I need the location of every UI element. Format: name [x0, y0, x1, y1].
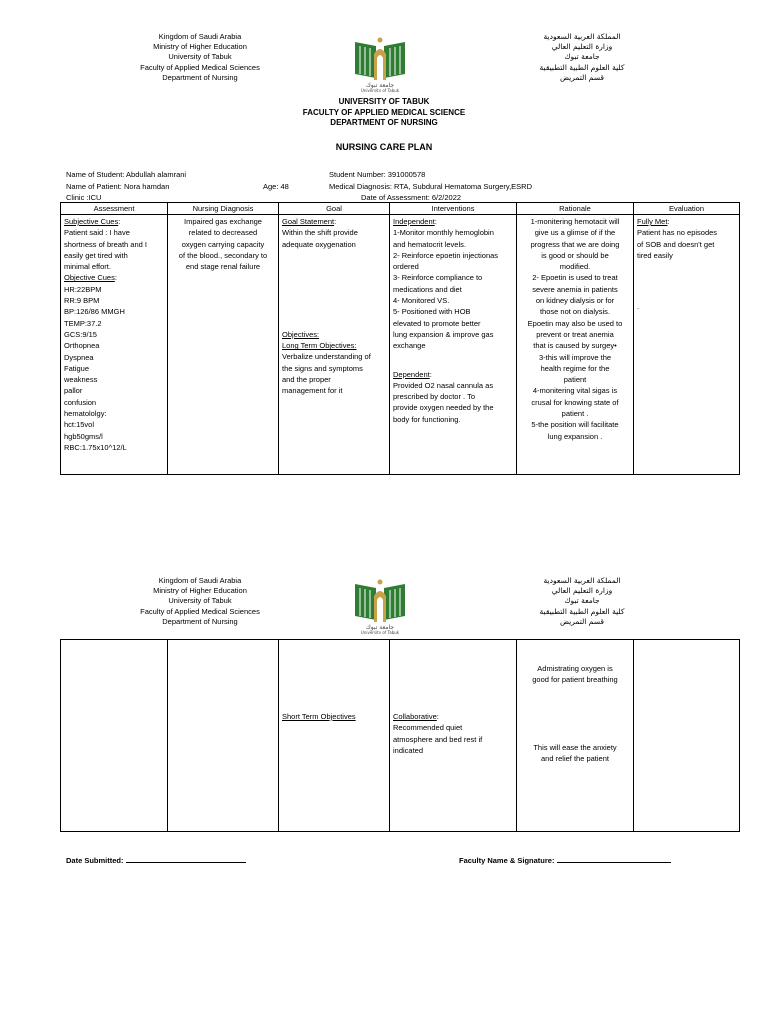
patient-age: Age: 48: [263, 182, 289, 191]
independent-item: lung expansion & improve gas: [393, 329, 494, 339]
faculty-signature-label: Faculty Name & Signature:: [459, 856, 555, 865]
logo-english-text: University of Tabuk: [360, 630, 400, 634]
header-left-line: Faculty of Applied Medical Sciences: [140, 606, 260, 616]
rationale-line: on kidney dialysis or for: [535, 296, 615, 306]
rationale-line: 3-this will improve the: [538, 352, 612, 362]
header-left-line: Department of Nursing: [162, 72, 238, 82]
evaluation-cell: Fully Met: Patient has no episodes of SOB and doesn't get tired easily .: [634, 215, 740, 475]
independent-item: ordered: [393, 262, 419, 272]
faculty-name: FACULTY OF APPLIED MEDICAL SCIENCE: [302, 107, 466, 117]
diagnosis-line: related to decreased: [188, 228, 258, 238]
header-left-line: Ministry of Higher Education: [153, 586, 247, 596]
rationale-line: health regime for the: [540, 363, 610, 373]
objectives-label: Objectives:: [282, 329, 320, 339]
diagnosis-line: end stage renal failure: [185, 262, 261, 272]
objective-item: BP:126/86 MMGH: [64, 307, 125, 317]
rationale-line: crusal for knowing state of: [531, 397, 619, 407]
diagnosis-line: oxygen carrying capacity: [181, 239, 265, 249]
student-number: Student Number: 391000578: [329, 170, 426, 179]
rationale-line: prevent or treat anemia: [536, 329, 614, 339]
medical-diagnosis: Medical Diagnosis: RTA, Subdural Hematoma Surgery,ESRD: [329, 182, 532, 191]
dependent-item: provide oxygen needed by the: [393, 403, 494, 413]
header-left-line: University of Tabuk: [168, 52, 232, 62]
header-left-english: [130, 32, 270, 83]
evaluation-dot: .: [637, 302, 640, 312]
rationale-line: and relief the patient: [541, 753, 609, 763]
long-term-line: and the proper: [282, 375, 331, 385]
faculty-signature-line: [557, 854, 671, 863]
subjective-line: easily get tired with: [64, 250, 128, 260]
rationale-cell: [517, 215, 634, 475]
university-logo: [350, 576, 410, 634]
logo-arabic-text: جامعة تبوك: [365, 624, 395, 631]
diagnosis-line: Impaired gas exchange: [184, 217, 262, 226]
column-header: Interventions: [390, 203, 517, 215]
objective-item: hgb50gms/l: [64, 431, 103, 441]
rationale-line: severe anemia in patients: [532, 284, 618, 294]
evaluation-line: tired easily: [637, 250, 673, 260]
care-plan-page-2: [0, 570, 768, 1024]
dependent-item: prescribed by doctor . To: [393, 392, 475, 402]
rationale-line: Epoetin may also be used to: [527, 318, 623, 328]
column-header: Assessment: [61, 203, 168, 215]
subjective-line: minimal effort.: [64, 262, 111, 272]
long-term-line: Verbalize understanding of: [282, 352, 371, 362]
collaborative-item: indicated: [393, 745, 424, 755]
collaborative-item: atmosphere and bed rest if: [393, 734, 483, 744]
care-plan-table: [60, 202, 740, 475]
rationale-line: modified.: [559, 262, 591, 272]
date-submitted-line: [126, 854, 246, 863]
rationale-line: that is caused by surgey•: [533, 341, 617, 351]
evaluation-cell: [634, 640, 740, 832]
header-left-line: University of Tabuk: [168, 596, 232, 606]
page-title: NURSING CARE PLAN: [335, 142, 433, 152]
assessment-cell: Subjective Cues: Patient said : I have shortness of breath and I easily get tired with minimal effort. Objective Cues: HR:22BPM RR:9 BPM BP:126/86 MMGH TEMP:37.2 GCS:9/15 Orthopnea Dyspnea Fatigue weakness pallor confusion hematololgy: hct:15vol hgb50gms/l RBC:1.75x10^12/L: [61, 215, 168, 475]
objective-item: Fatigue: [64, 363, 90, 373]
university-title: [0, 97, 768, 129]
table-row: [61, 640, 740, 832]
independent-item: 5- Positioned with HOB: [393, 307, 471, 317]
independent-item: exchange: [393, 341, 426, 351]
rationale-line: progress that we are doing: [530, 239, 620, 249]
goal-cell: [279, 640, 390, 832]
rationale-line: give us a glimse of if the: [534, 228, 616, 238]
independent-item: 3- Reinforce compliance to: [393, 273, 483, 283]
objective-item: Dyspnea: [64, 352, 94, 362]
header-right-line: كلية العلوم الطبية التطبيقية: [539, 606, 625, 616]
header-left-line: Department of Nursing: [162, 616, 238, 626]
evaluation-line: of SOB and doesn't get: [637, 239, 715, 249]
dependent-item: body for functioning.: [393, 414, 461, 424]
header-left-line: Faculty of Applied Medical Sciences: [140, 62, 260, 72]
header-left-line: Kingdom of Saudi Arabia: [158, 32, 242, 41]
interventions-cell: Independent: 1-Monitor monthly hemoglobin and hematocrit levels. 2- Reinforce epoetin injectionas ordered 3- Reinforce compliance to medications and diet 4- Monitored VS. 5- Positioned with HOB elevated to promote better lung expansion & improve gas exchange Dependent: Provided O2 nasal cannula as prescribed by doctor . To provide oxygen needed by the body for functioning.: [390, 215, 517, 475]
collaborative-item: Recommended quiet: [393, 723, 463, 733]
short-term-objectives-label: Short Term Objectives: [282, 712, 356, 721]
goal-statement-label: Goal Statement: [282, 217, 335, 226]
dependent-item: Provided O2 nasal cannula as: [393, 380, 494, 390]
date-submitted: [66, 854, 246, 865]
department-name: DEPARTMENT OF NURSING: [330, 118, 438, 127]
header-right-line: قسم التمريض: [559, 72, 605, 82]
fully-met-label: Fully Met: [637, 217, 668, 226]
independent-item: 4- Monitored VS.: [393, 296, 450, 306]
evaluation-line: Patient has no episodes: [637, 228, 718, 238]
student-name: Name of Student: Abdullah alamrani: [66, 170, 187, 179]
rationale-line: 2- Epoetin is used to treat: [532, 273, 618, 283]
long-term-line: the signs and symptoms: [282, 363, 363, 373]
header-left-line: Ministry of Higher Education: [153, 42, 247, 52]
independent-item: and hematocrit levels.: [393, 239, 466, 249]
goal-cell: Goal Statement: Within the shift provide adequate oxygenation Objectives: Long Term Objectives: Verbalize understanding of the signs and symptoms and the proper management for it: [279, 215, 390, 475]
objective-item: RR:9 BPM: [64, 296, 100, 306]
objective-item: RBC:1.75x10^12/L: [64, 442, 127, 452]
long-term-line: management for it: [282, 386, 343, 396]
assessment-date: Date of Assessment: 6/2/2022: [361, 193, 462, 202]
column-header: Nursing Diagnosis: [168, 203, 279, 215]
assessment-cell: [61, 640, 168, 832]
rationale-line: 4-monitering vital sigas is: [532, 386, 618, 396]
goal-statement-line: Within the shift provide: [282, 228, 358, 238]
nursing-diagnosis-cell: [168, 215, 279, 475]
care-plan-table-continued: [60, 639, 740, 832]
independent-item: elevated to promote better: [393, 318, 481, 328]
table-row: [61, 215, 740, 475]
independent-item: medications and diet: [393, 284, 462, 294]
rationale-line: 1-monitering hemotacit will: [530, 217, 620, 226]
header-left-english: [130, 576, 270, 627]
nursing-diagnosis-cell: [168, 640, 279, 832]
dependent-label: Dependent: [393, 369, 430, 379]
university-logo: [350, 34, 410, 92]
objective-item: TEMP:37.2: [64, 318, 102, 328]
header-right-arabic: [512, 32, 652, 83]
subjective-cues-label: Subjective Cues: [64, 217, 119, 226]
header-right-line: وزارة التعليم العالي: [551, 586, 613, 596]
header-right-line: جامعة تبوك: [564, 52, 600, 62]
header-right-line: المملكة العربية السعودية: [543, 32, 621, 41]
patient-name: Name of Patient: Nora hamdan: [66, 182, 170, 191]
column-header: Evaluation: [634, 203, 740, 215]
logo-arabic-text: جامعة تبوك: [365, 82, 395, 89]
goal-statement-line: adequate oxygenation: [282, 239, 356, 249]
objective-item: GCS:9/15: [64, 329, 97, 339]
rationale-line: good for patient breathing: [532, 675, 618, 685]
independent-item: 1-Monitor monthly hemoglobin: [393, 228, 494, 238]
rationale-line: Admistrating oxygen is: [537, 664, 613, 673]
rationale-line: patient: [563, 375, 587, 385]
column-header: Rationale: [517, 203, 634, 215]
independent-item: 2- Reinforce epoetin injectionas: [393, 250, 499, 260]
header-right-arabic: [512, 576, 652, 627]
objective-item: hematololgy:: [64, 409, 107, 419]
interventions-cell: Collaborative: Recommended quiet atmosphere and bed rest if indicated: [390, 640, 517, 832]
logo-english-text: University of Tabuk: [360, 88, 400, 92]
header-right-line: وزارة التعليم العالي: [551, 42, 613, 52]
table-header-row: [61, 203, 740, 215]
objective-item: Orthopnea: [64, 341, 100, 351]
subjective-line: shortness of breath and I: [64, 239, 147, 249]
header-right-line: المملكة العربية السعودية: [543, 576, 621, 585]
header-right-line: جامعة تبوك: [564, 596, 600, 606]
objective-item: hct:15vol: [64, 420, 95, 430]
subjective-line: Patient said : I have: [64, 228, 130, 238]
objective-item: weakness: [64, 375, 98, 385]
independent-label: Independent: [393, 217, 435, 226]
university-name: UNIVERSITY OF TABUK: [338, 97, 430, 106]
objective-item: pallor: [64, 386, 83, 396]
date-submitted-label: Date Submitted:: [66, 856, 124, 865]
header-right-line: كلية العلوم الطبية التطبيقية: [539, 62, 625, 72]
objective-item: confusion: [64, 397, 97, 407]
rationale-line: patient .: [561, 409, 589, 419]
long-term-objectives-label: Long Term Objectives:: [282, 341, 357, 351]
rationale-line: those not on dialysis.: [539, 307, 611, 317]
objective-cues-label: Objective Cues: [64, 273, 115, 283]
collaborative-label: Collaborative: [393, 712, 437, 721]
objective-item: HR:22BPM: [64, 284, 102, 294]
faculty-signature: [459, 854, 671, 865]
header-right-line: قسم التمريض: [559, 616, 605, 626]
rationale-line: This will ease the anxiety: [533, 742, 617, 752]
rationale-cell: [517, 640, 634, 832]
column-header: Goal: [279, 203, 390, 215]
rationale-line: 5-the position will facilitate: [531, 420, 619, 430]
rationale-line: is good or should be: [541, 250, 609, 260]
header-left-line: Kingdom of Saudi Arabia: [158, 576, 242, 585]
diagnosis-line: of the blood., secondary to: [178, 250, 268, 260]
rationale-line: lung expansion .: [547, 431, 603, 441]
clinic: Clinic :ICU: [66, 193, 102, 202]
